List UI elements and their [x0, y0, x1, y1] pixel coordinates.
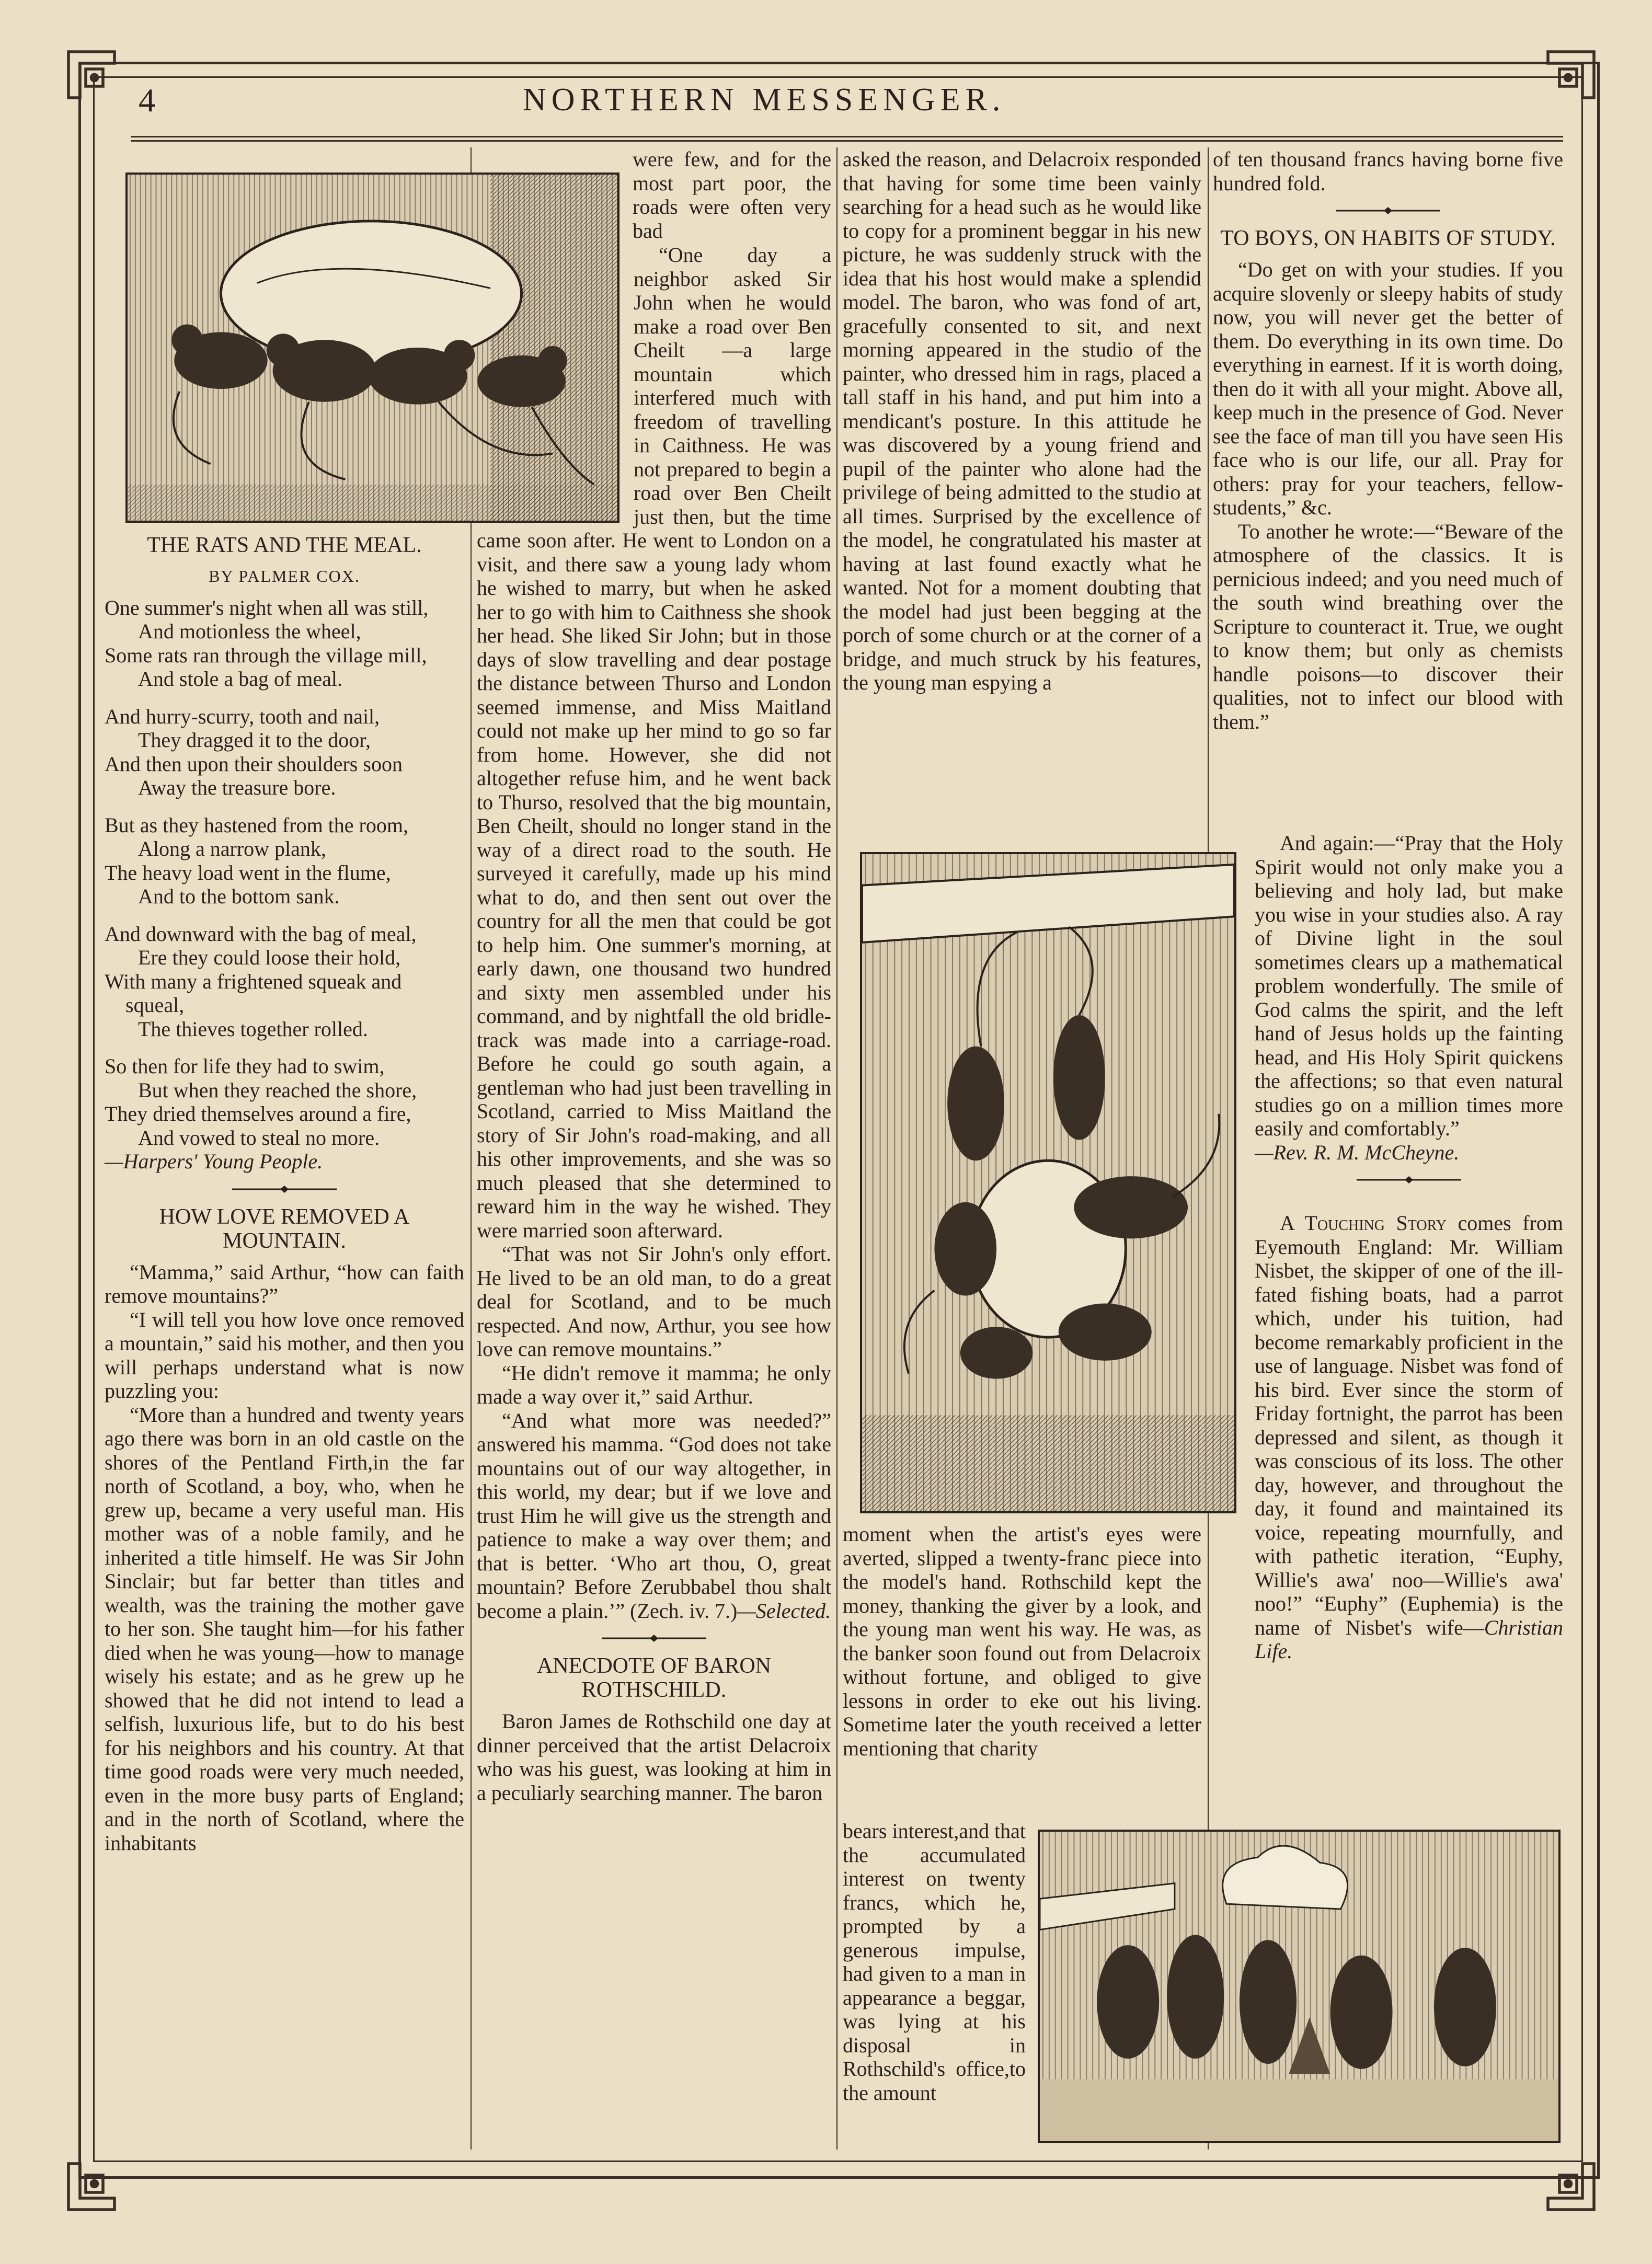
section-ornament-icon [1357, 1176, 1461, 1184]
poem-line: And then upon their shoulders soon [105, 752, 403, 776]
poem-line: They dragged it to the door, [138, 728, 371, 752]
paragraph: A Touching Story comes from Eyemouth England: Mr. William Nisbet, the skipper of one of the ill-fated fishing boats, had a parrot which, under his tuition, had become remarkably proficient in the use of language. Nisbet was fond of his bird. Ever since the storm of Friday fortnight, the parrot has been depressed and silent, as though it was conscious of its loss. The other day, however, and throughout the day, it found and maintained its voice, repeating mournfully, and with pathetic iteration, “Euphy, Willie's awa' noo—Willie's awa' noo!” “Euphy” (Euphemia) is the name of Nisbet's wife—Christian Life. [1255, 1211, 1563, 1663]
paragraph: of ten thousand francs having borne five hundred fold. [1213, 147, 1563, 195]
masthead-title: NORTHERN MESSENGER. [523, 82, 1006, 118]
paragraph: Baron James de Rothschild one day at dinner perceived that the artist Delacroix who was his guest, was looking at him in a peculiarly searching manner. The baron [477, 1709, 831, 1805]
corner-ornament-icon [63, 2158, 120, 2215]
poem-line: And to the bottom sank. [138, 884, 340, 908]
paragraph: “Mamma,” said Arthur, “how can faith remove mountains?” [105, 1260, 464, 1307]
poem-line: But as they hastened from the room, [105, 813, 408, 837]
poem-line: They dried themselves around a fire, [105, 1102, 411, 1125]
quote-source: —Rev. R. M. McCheyne. [1255, 1140, 1460, 1164]
poem-line: But when they reached the shore, [138, 1078, 417, 1102]
study-title: TO BOYS, ON HABITS OF STUDY. [1220, 226, 1556, 250]
poem-line: And downward with the bag of meal, [105, 922, 417, 946]
paragraph: were few, and for the most part poor, the roads were often very bad [633, 147, 831, 243]
poem-title: THE RATS AND THE MEAL. [147, 533, 422, 557]
corner-ornament-icon [1542, 46, 1600, 104]
poem-line: Away the treasure bore. [138, 776, 336, 799]
paragraph: “I will tell you how love once removed a mountain,” said his mother, and then you will perhaps understand what is now puzzling you: [105, 1307, 464, 1403]
poem-line: One summer's night when all was still, [105, 595, 429, 619]
column-2-top [633, 147, 831, 243]
paragraph: “More than a hundred and twenty years ago there was born in an old castle on the shores of the Pentland Firth,in the far north of Scotland, a boy, who, when he grew up, became a very useful man. His mother was of a noble family, and he inherited a title himself. He was Sir John Sinclair; but far better than titles and wealth, was the training the mother gave to her son. She taught him—for his father died when he was young—how to manage wisely his estate; and as he grew up he showed that he did not intend to lead a selfish, luxurious life, but to do his best for his neighbors and his country. At that time good roads were very much needed, even in the more busy parts of England; and in the north of Scotland, where the inhabitants [105, 1403, 464, 1855]
story-title: HOW LOVE REMOVED A MOUNTAIN. [159, 1204, 410, 1253]
rats-falling-with-bag-engraving [860, 852, 1236, 1513]
paragraph: To another he wrote:—“Beware of the atmosphere of the classics. It is pernicious indeed; and you need much of the south wind breathing over the Scripture to counteract it. True, we ought to know them; but only as chemists handle poisons—to discover their qualities, not to infect our blood with them.” [1213, 519, 1563, 733]
page-number: 4 [139, 82, 155, 119]
column-3-bottom [843, 1819, 1026, 2105]
corner-ornament-icon [63, 46, 120, 104]
poem-line: Ere they could loose their hold, [138, 946, 401, 969]
poem-line: Some rats ran through the village mill, [105, 643, 427, 667]
section-ornament-icon [602, 1634, 706, 1642]
poem-line: With many a frightened squeak and squeal, [105, 969, 402, 1017]
column-3 [843, 147, 1201, 695]
column-4-middle [1255, 831, 1563, 1663]
poem-line: The heavy load went in the flume, [105, 860, 391, 884]
paragraph: “He didn't remove it mamma; he only made a way over it,” said Arthur. [477, 1361, 831, 1408]
column-1 [105, 533, 464, 1855]
poem-byline: BY PALMER COX. [209, 567, 360, 585]
column-2 [477, 243, 831, 1805]
rats-drying-by-fire-engraving [1038, 1830, 1561, 2143]
header-rule [131, 136, 1563, 142]
poem [105, 596, 464, 1150]
corner-ornament-icon [1542, 2158, 1600, 2215]
poem-line: So then for life they had to swim, [105, 1054, 385, 1078]
section-ornament-icon [1336, 206, 1440, 215]
anecdote-title: ANECDOTE OF BARON ROTHSCHILD. [536, 1654, 771, 1702]
paragraph: “And what more was needed?” answered his mamma. “God does not take mountains out of our way altogether, in this world, my dear; but if we love and trust Him he will give us the strength and patience to make a way over them; and that is better. ‘Who art thou, O, great mountain? Before Zerubbabel thou shalt become a plain.’” (Zech. iv. 7.)—Selected. [477, 1408, 831, 1623]
poem-line: Along a narrow plank, [138, 837, 326, 860]
paragraph: “That was not Sir John's only effort. He lived to be an old man, to do a great deal for Scotland, and to be much respected. And now, Arthur, you see how love can remove mountains.” [477, 1242, 831, 1361]
poem-line: And vowed to steal no more. [138, 1125, 380, 1150]
paragraph: asked the reason, and Delacroix responded that having for some time been vainly searching for a head such as he would like to copy for a prominent beggar in his new picture, he was suddenly struck with the idea that his host would make a splendid model. The baron, who was fond of art, gracefully consented to sit, and next morning appeared in the studio of the painter, who dressed him in rags, placed a tall staff in his hand, and put him into a mendicant's posture. In this attitude he was discovered by a young friend and pupil of the painter who alone had the privilege of being admitted to the studio at all times. Surprised by the excellence of the model, he congratulated his master at having at last found exactly what he wanted. Not for a moment doubting that the model had just been begging at the porch of some church or at the corner of a bridge, and much struck by his features, the young man espying a [843, 147, 1201, 694]
poem-line: The thieves together rolled. [138, 1017, 368, 1041]
poem-line: And hurry-scurry, tooth and nail, [105, 704, 380, 728]
poem-line: And motionless the wheel, [138, 619, 361, 643]
poem-source: —Harpers' Young People. [105, 1150, 323, 1173]
paragraph: “One day a neighbor asked Sir John when he would make a road over Ben Cheilt —a large mountain which interfered much with freedom of travelling in Caithness. He was not prepared to begin a road over Ben Cheilt just then, but the time came soon after. He went to London on a visit, and there saw a young lady whom he wished to marry, but when he asked her to go with him to Caithness she shook her head. She liked Sir John; but in those days of slow travelling and dear postage the distance between Thurso and London seemed immense, and Miss Maitland could not make up her mind to go so far from home. However, she did not altogether refuse him, and he went back to Thurso, resolved that the big mountain, Ben Cheilt, should no longer stand in the way of a direct road to the south. He surveyed it carefully, made up his mind what to do, and then sent out over the country for all the men that could be got to help him. One summer's morning, at early dawn, one thousand two hundred and sixty men assembled under his command, and by nightfall the old bridle-track was made into a carriage-road. Before he could go south again, a gentleman who had just been travelling in Scotland, carried to Miss Maitland the story of Sir John's road-making, and all his other improvements, and she was so much pleased that she determined to reward him in the way he wished. They were married soon afterward. [477, 243, 831, 1242]
paragraph: moment when the artist's eyes were averted, slipped a twenty-franc piece into the model's hand. Rothschild kept the money, thanking the giver by a look, and the young man went his way. He was, as the banker soon found out from Delacroix without fortune, and obliged to give lessons in order to eke out his living. Sometime later the youth received a letter mentioning that charity [843, 1522, 1201, 1760]
paragraph: “Do get on with your studies. If you acquire slovenly or sleepy habits of study now, you will never get the better of them. Do everything in its own time. Do everything in earnest. If it is worth doing, then do it with all your might. Above all, keep much in the presence of God. Never see the face of man till you have seen His face who is our life, our all. Pray for others: pray for your teachers, fellow-students,” &c. [1213, 258, 1563, 519]
column-4 [1213, 147, 1563, 733]
section-ornament-icon [232, 1185, 337, 1193]
paragraph: And again:—“Pray that the Holy Spirit would not only make you a believing and holy lad, but make you wise in your studies also. A ray of Divine light in the soul sometimes clears up a mathematical problem wonderfully. The smile of God calms the spirit, and the left hand of Jesus holds up the fainting head, and His Holy Spirit quickens the affections; so that even natural studies go on a million times more easily and comfortably.” [1255, 831, 1563, 1140]
paragraph: bears interest,and that the accumulated interest on twenty francs, which he, prompted by a generous impulse, had given to a man in appearance a beggar, was lying at his disposal in Rothschild's office,to the amount [843, 1819, 1026, 2105]
column-divider [836, 147, 838, 2150]
poem-line: And stole a bag of meal. [138, 667, 342, 691]
column-3-lower [843, 1522, 1201, 1760]
